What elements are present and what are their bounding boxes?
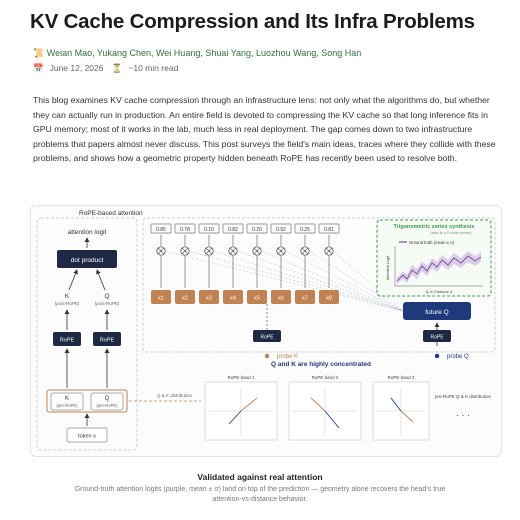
key-text: k3 <box>206 295 212 302</box>
qk-dist-label: Q & K distribution <box>157 393 193 398</box>
key-row <box>151 290 339 304</box>
q-rope-label: RoPE <box>99 337 115 344</box>
k-pre-label: K <box>64 396 70 402</box>
left-panel-title: RoPE-based attention <box>79 210 143 217</box>
attention-diagram <box>31 206 501 456</box>
band-3-label: RoPE band 3 <box>387 375 415 380</box>
dot-product-label: dot product <box>70 257 104 264</box>
author-line <box>33 48 361 59</box>
k-pre-sub: (pre-RoPE) <box>56 403 78 408</box>
figure-caption-text: Ground-truth attention logits (purple, mean ± σ) land on top of the prediction — geometry alone recovers the head's true attention-vs-distance behavior. <box>74 486 446 503</box>
band-2-plot <box>289 375 361 440</box>
key-text: k6 <box>278 295 284 302</box>
k-to-dot-arrow <box>69 270 77 290</box>
band-1-plot <box>205 375 277 440</box>
key-text: k1 <box>158 295 164 302</box>
gt-legend-label: Ground truth (mean ± σ) <box>409 240 455 245</box>
value-text: 0.82 <box>228 227 238 233</box>
value-text: 0.81 <box>324 227 334 233</box>
figure-caption-title: Validated against real attention <box>197 472 323 482</box>
probe-q-dot <box>435 354 439 358</box>
key-text: k4 <box>230 295 236 302</box>
chart-y-label: Attention Logit <box>386 255 390 281</box>
author-list[interactable]: Weian Mao, Yukang Chen, Wei Huang, Shuai Yang, Luozhou Wang, Song Han <box>46 48 362 58</box>
key-text: k5 <box>254 295 260 302</box>
key-text: k7 <box>302 295 308 302</box>
key-text: k8 <box>326 295 332 302</box>
chart-x-label: Q–K Distance Δ <box>425 290 453 294</box>
q-to-dot-arrow <box>97 270 105 290</box>
key-text: k2 <box>182 295 188 302</box>
value-text: 0.92 <box>276 227 286 233</box>
trig-subtitle: (akin to a Fourier series) <box>430 231 472 235</box>
value-text: 0.10 <box>204 227 214 233</box>
value-text: 0.85 <box>156 227 166 233</box>
more-bands-ellipsis: · · · <box>456 410 470 420</box>
probe-k-dot <box>265 354 269 358</box>
hourglass-icon: ⏳ <box>111 63 123 73</box>
concentrated-label: Q and K are highly concentrated <box>270 361 372 368</box>
post-date: June 12, 2026 <box>49 63 104 73</box>
q-post-label: Q <box>104 293 110 300</box>
band-3-plot <box>373 375 429 440</box>
calendar-icon: 📅 <box>33 63 44 73</box>
k-post-label: K <box>64 293 70 300</box>
distribution-label: pre-RoPE Q & K distribution <box>434 394 492 399</box>
q-post-sub: (post-RoPE) <box>94 301 120 306</box>
q-pre-sub: (pre-RoPE) <box>96 403 118 408</box>
read-time: ~10 min read <box>128 63 179 73</box>
paper-scroll-icon: 📜 <box>33 48 45 58</box>
value-text: 0.20 <box>252 227 262 233</box>
future-q-label: future Q <box>425 309 449 316</box>
post-meta <box>33 63 184 74</box>
k-rope-label: RoPE <box>59 337 75 344</box>
band-1-label: RoPE band 1 <box>227 375 255 380</box>
post-title: KV Cache Compression and Its Infra Problems <box>30 10 475 33</box>
probe-k-rope-label: RoPE <box>260 334 274 341</box>
value-text: 0.78 <box>180 227 190 233</box>
q-pre-label: Q <box>104 396 110 402</box>
probe-q-label: probe Q <box>447 354 469 360</box>
probe-k-label: probe K <box>277 354 299 360</box>
intro-paragraph: This blog examines KV cache compression through an infrastructure lens: not only what the algorithms do, but whether they can actually run in production. An entire field is devoted to compressing the KV cache so that long inference fits in GPU memory; most of it works in the lab, much less in real deployment. The gap comes down to two infrastructure problems that papers almost never discuss. This post surveys the field's main ideas, traces where they collide with these problems, and shows how a geometric property hidden beneath RoPE has recently been used to resolve both. <box>33 95 496 164</box>
attention-logit-label: attention logit <box>67 229 107 236</box>
trig-title: Trigonometric series synthesis <box>393 224 475 230</box>
probe-q-rope-label: RoPE <box>430 334 444 341</box>
value-text: 0.25 <box>300 227 310 233</box>
k-post-sub: (post-RoPE) <box>54 301 80 306</box>
token-label: token x <box>78 433 96 440</box>
band-2-label: RoPE band 2 <box>311 375 339 380</box>
figure-panel <box>30 205 502 457</box>
